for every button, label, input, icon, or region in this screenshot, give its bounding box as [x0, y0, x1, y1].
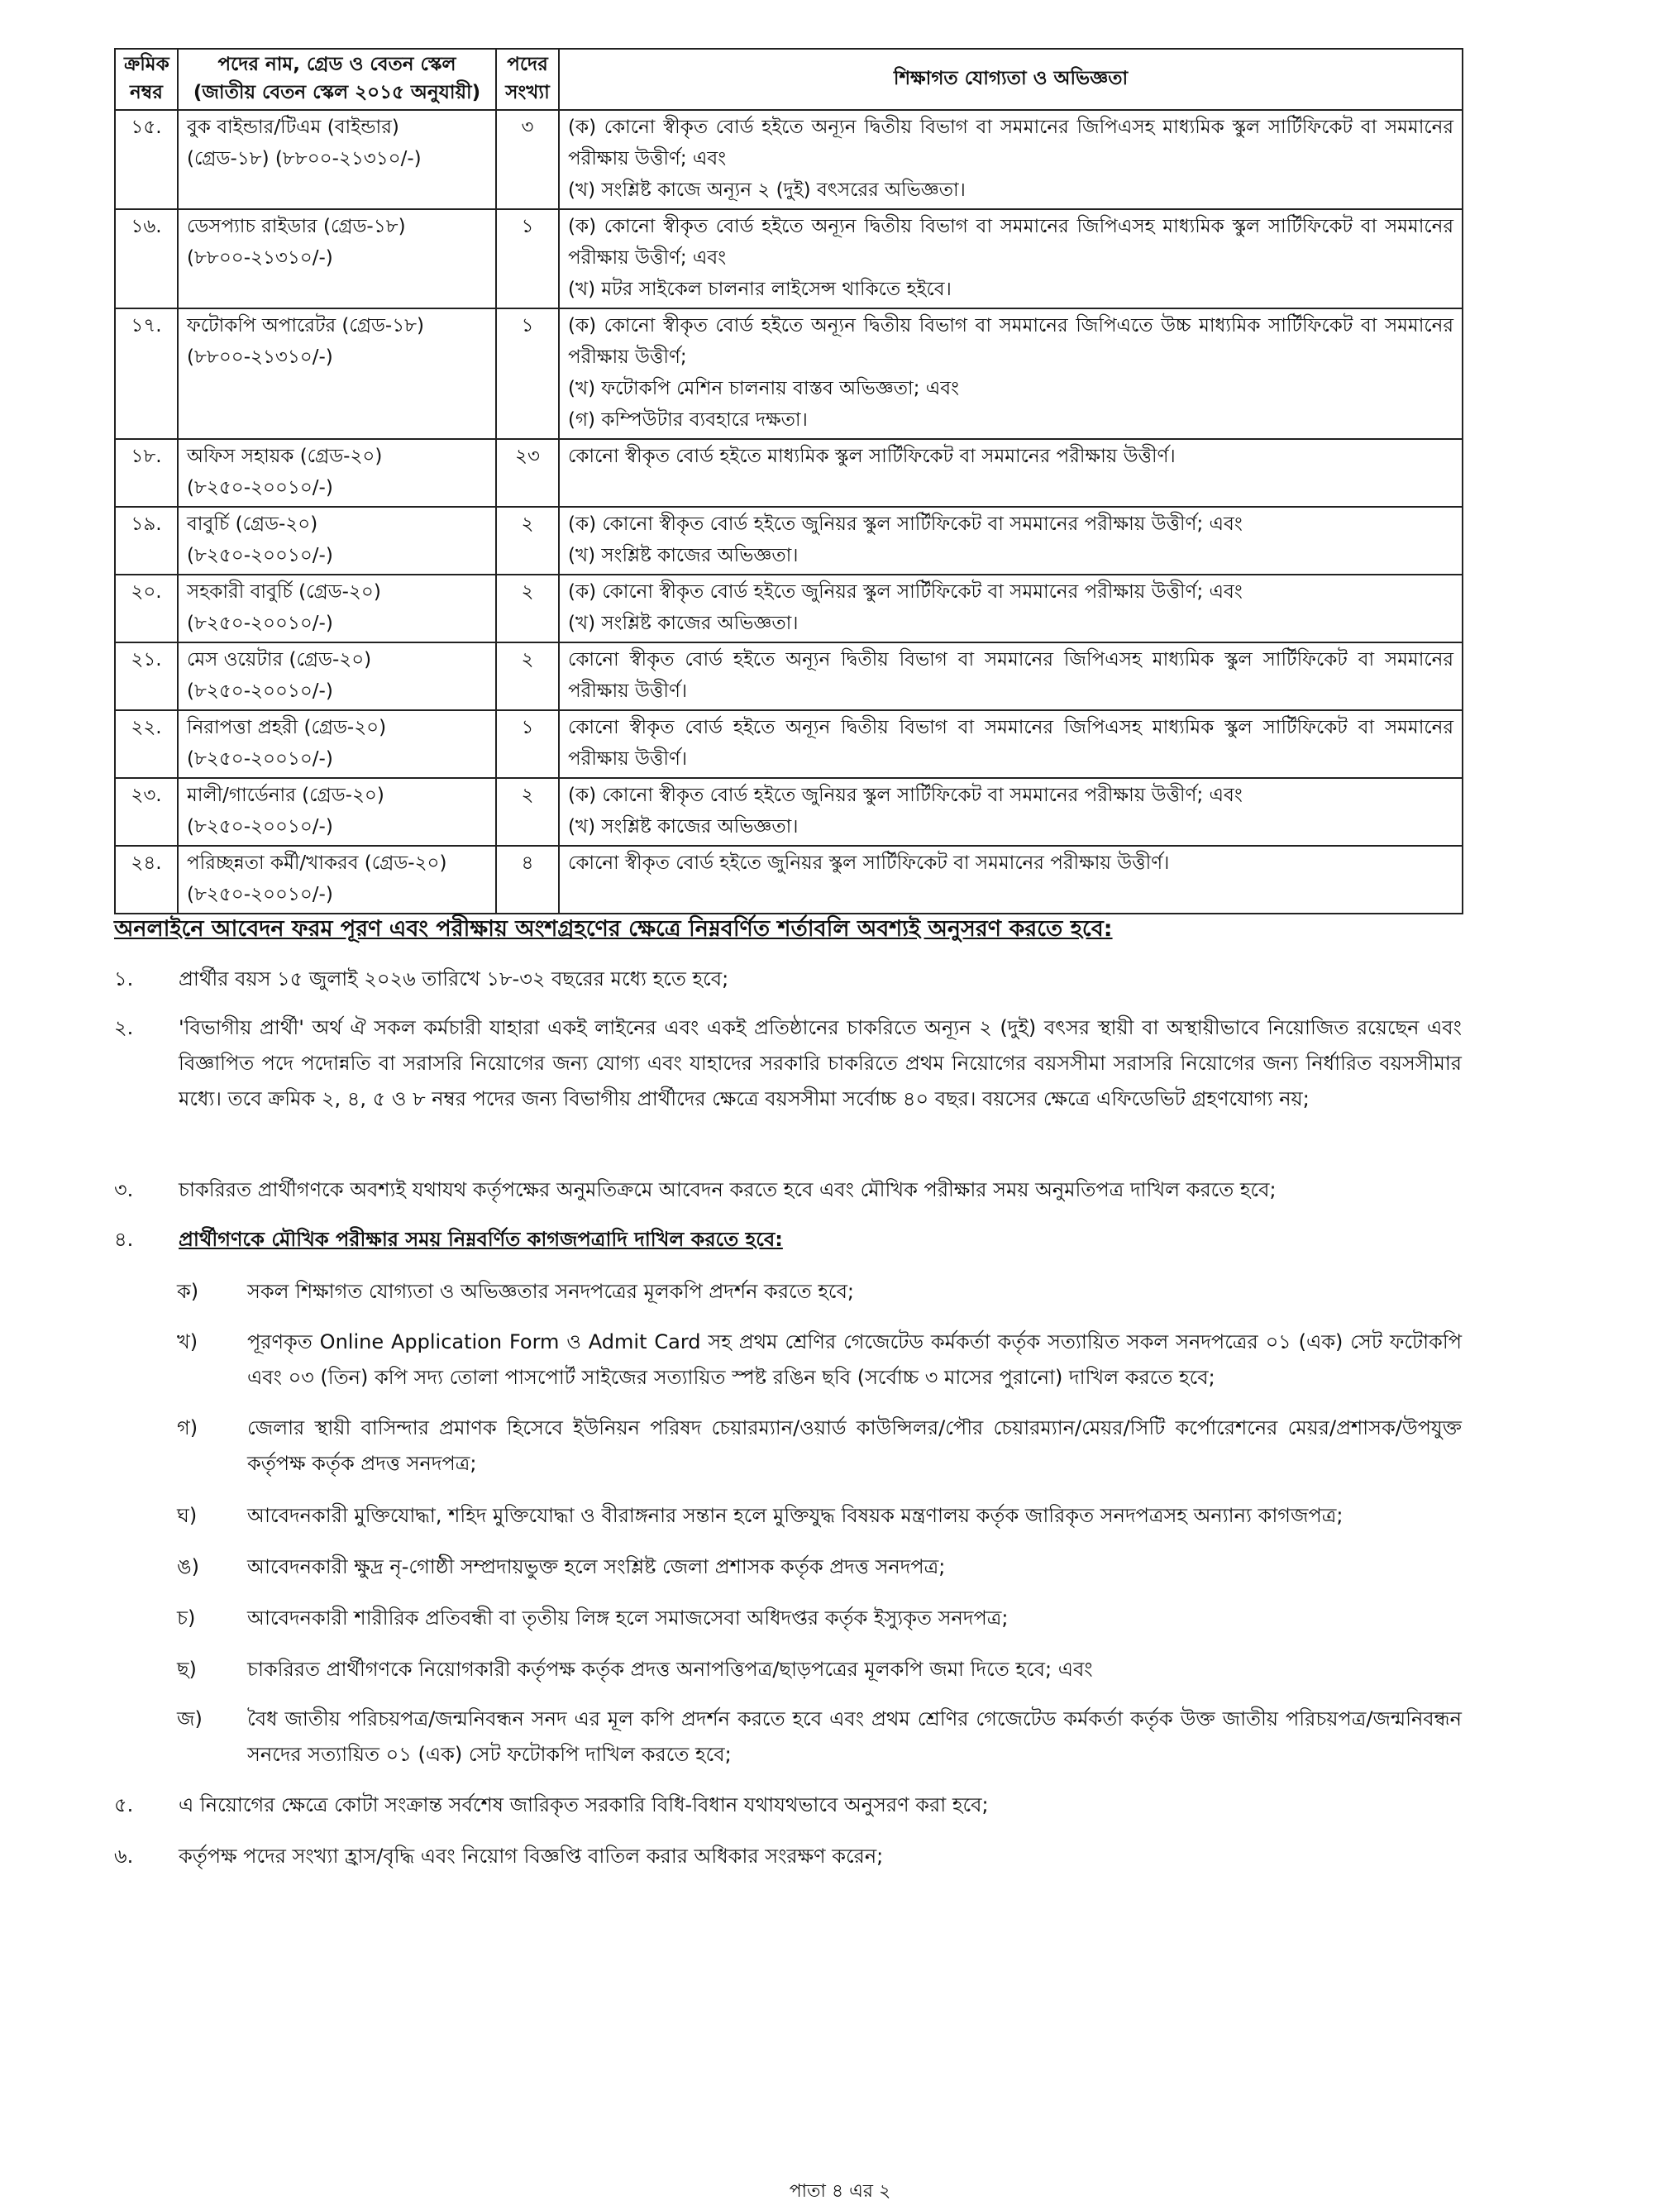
item-number: ২.	[114, 1016, 134, 1039]
post-line: (৮২৫০-২০০১০/-)	[187, 680, 333, 702]
sub-item-text: আবেদনকারী মুক্তিযোদ্ধা, শহিদ মুক্তিযোদ্ধা ও বীরাঙ্গনার সন্তান হলে মুক্তিযুদ্ধ বিষয়ক মন্ত্রণালয় কর্তৃক জারিকৃত সনদপত্রসহ অন্যান্য কাগজপত্র;	[247, 1504, 1344, 1527]
qualification-cell	[559, 575, 1463, 642]
qualification-line: (ক) কোনো স্বীকৃত বোর্ড হইতে জুনিয়র স্কুল সার্টিফিকেট বা সমমানের পরীক্ষায় উত্তীর্ণ; এবং	[568, 513, 1243, 535]
post-cell	[178, 110, 496, 209]
serial-cell: ২১.	[115, 642, 178, 710]
item-number: ৫.	[114, 1793, 134, 1816]
table-row	[115, 642, 1463, 710]
qualification-line: (খ) সংশ্লিষ্ট কাজের অভিজ্ঞতা।	[568, 816, 799, 838]
post-line: বাবুর্চি (গ্রেড-২০)	[187, 513, 318, 535]
post-line: বুক বাইন্ডার/টিএম (বাইন্ডার)	[187, 117, 399, 138]
qualification-line: (গ) কম্পিউটার ব্যবহারে দক্ষতা।	[568, 409, 808, 431]
qualification-cell	[559, 642, 1463, 710]
sub-item-text: সকল শিক্ষাগত যোগ্যতা ও অভিজ্ঞতার সনদপত্রের মূলকপি প্রদর্শন করতে হবে;	[247, 1280, 855, 1303]
post-line: (৮৮০০-২১৩১০/-)	[187, 346, 333, 368]
qualification-line: (ক) কোনো স্বীকৃত বোর্ড হইতে অন্যূন দ্বিতীয় বিভাগ বা সমমানের জিপিএসহ মাধ্যমিক স্কুল সার্টিফিকেট বা সমমানের পরীক্ষায় উত্তীর্ণ; এবং	[568, 216, 1453, 269]
sub-item-number: ছ)	[177, 1658, 197, 1681]
qualification-line: কোনো স্বীকৃত বোর্ড হইতে অন্যূন দ্বিতীয় বিভাগ বা সমমানের জিপিএসহ মাধ্যমিক স্কুল সার্টিফিকেট বা সমমানের পরীক্ষায় উত্তীর্ণ।	[568, 717, 1453, 770]
post-line: (৮২৫০-২০০১০/-)	[187, 816, 333, 838]
qualification-cell	[559, 308, 1463, 439]
table-row	[115, 209, 1463, 308]
sub-item-number: খ)	[177, 1330, 198, 1353]
sub-item-text: জেলার স্থায়ী বাসিন্দার প্রমাণক হিসেবে ইউনিয়ন পরিষদ চেয়ারম্যান/ওয়ার্ড কাউন্সিলর/পৌর চেয়ারম্যান/মেয়র/সিটি কর্পোরেশনের মেয়র/প্রশাসক/উপযুক্ত কর্তৃপক্ষ কর্তৃক প্রদত্ত সনদপত্র;	[247, 1416, 1462, 1475]
header-serial: ক্রমিক নম্বর	[115, 49, 178, 110]
count-cell: ২	[496, 778, 559, 846]
serial-cell: ২০.	[115, 575, 178, 642]
post-cell	[178, 778, 496, 846]
qualification-cell	[559, 110, 1463, 209]
item-text: এ নিয়োগের ক্ষেত্রে কোটা সংক্রান্ত সর্বশেষ জারিকৃত সরকারি বিধি-বিধান যথাযথভাবে অনুসরণ করা হবে;	[179, 1793, 989, 1816]
qualification-line: কোনো স্বীকৃত বোর্ড হইতে অন্যূন দ্বিতীয় বিভাগ বা সমমানের জিপিএসহ মাধ্যমিক স্কুল সার্টিফিকেট বা সমমানের পরীক্ষায় উত্তীর্ণ।	[568, 649, 1453, 702]
sub-item-number: জ)	[177, 1707, 203, 1730]
serial-cell: ১৬.	[115, 209, 178, 308]
post-line: (৮৮০০-২১৩১০/-)	[187, 247, 333, 269]
post-cell	[178, 846, 496, 914]
qualification-line: (খ) সংশ্লিষ্ট কাজে অন্যূন ২ (দুই) বৎসরের অভিজ্ঞতা।	[568, 179, 966, 201]
item-text: কর্তৃপক্ষ পদের সংখ্যা হ্রাস/বৃদ্ধি এবং নিয়োগ বিজ্ঞপ্তি বাতিল করার অধিকার সংরক্ষণ করেন;	[179, 1845, 884, 1868]
posts-table	[114, 48, 1463, 914]
post-line: মেস ওয়েটার (গ্রেড-২০)	[187, 649, 372, 671]
qualification-line: (খ) সংশ্লিষ্ট কাজের অভিজ্ঞতা।	[568, 545, 799, 566]
post-line: (৮২৫০-২০০১০/-)	[187, 613, 333, 634]
sub-item-number: গ)	[177, 1416, 198, 1439]
post-cell	[178, 642, 496, 710]
item-number: ১.	[114, 967, 134, 990]
item-text: প্রার্থীর বয়স ১৫ জুলাই ২০২৬ তারিখে ১৮-৩২ বছরের মধ্যে হতে হবে;	[179, 967, 729, 990]
count-cell: ২৩	[496, 439, 559, 507]
sub-item-text: চাকরিরত প্রার্থীগণকে নিয়োগকারী কর্তৃপক্ষ কর্তৃক প্রদত্ত অনাপত্তিপত্র/ছাড়পত্রের মূলকপি জমা দিতে হবে; এবং	[247, 1658, 1093, 1681]
serial-cell: ২৪.	[115, 846, 178, 914]
sub-item-number: ক)	[177, 1280, 199, 1303]
post-line: ফটোকপি অপারেটর (গ্রেড-১৮)	[187, 315, 425, 337]
sub-item-number: চ)	[177, 1606, 196, 1630]
qualification-line: (খ) সংশ্লিষ্ট কাজের অভিজ্ঞতা।	[568, 613, 799, 634]
post-cell	[178, 439, 496, 507]
count-cell: ৩	[496, 110, 559, 209]
post-line: (গ্রেড-১৮) (৮৮০০-২১৩১০/-)	[187, 148, 422, 169]
post-cell	[178, 308, 496, 439]
table-row	[115, 308, 1463, 439]
sub-item-number: ঘ)	[177, 1504, 198, 1527]
header-qualification: শিক্ষাগত যোগ্যতা ও অভিজ্ঞতা	[559, 49, 1463, 110]
conditions-heading: অনলাইনে আবেদন ফরম পূরণ এবং পরীক্ষায় অংশগ্রহণের ক্ষেত্রে নিম্নবর্ণিত শর্তাবলি অবশ্যই অনুসরণ করতে হবে:	[114, 916, 1113, 942]
table-row	[115, 710, 1463, 778]
qualification-line: (ক) কোনো স্বীকৃত বোর্ড হইতে জুনিয়র স্কুল সার্টিফিকেট বা সমমানের পরীক্ষায় উত্তীর্ণ; এবং	[568, 785, 1243, 806]
table-row	[115, 439, 1463, 507]
qualification-cell	[559, 846, 1463, 914]
serial-cell: ২৩.	[115, 778, 178, 846]
post-line: পরিচ্ছন্নতা কর্মী/খাকরব (গ্রেড-২০)	[187, 852, 447, 874]
qualification-line: কোনো স্বীকৃত বোর্ড হইতে মাধ্যমিক স্কুল সার্টিফিকেট বা সমমানের পরীক্ষায় উত্তীর্ণ।	[568, 446, 1176, 467]
item-text: 'বিভাগীয় প্রার্থী' অর্থ ঐ সকল কর্মচারী যাহারা একই লাইনের এবং একই প্রতিষ্ঠানের চাকরিতে অন্যূন ২ (দুই) বৎসর স্থায়ী বা অস্থায়ীভাবে নিয়োজিত রয়েছেন এবং বিজ্ঞাপিত পদে পদোন্নতি বা সরাসরি নিয়োগের জন্য যোগ্য এবং যাহাদের সরকারি চাকরিতে প্রথম নিয়োগের বয়সসীমা সরাসরি নিয়োগের জন্য নির্ধারিত বয়সসীমার মধ্যে। তবে ক্রমিক ২, ৪, ৫ ও ৮ নম্বর পদের জন্য বিভাগীয় প্রার্থীদের ক্ষেত্রে বয়সসীমা সর্বোচ্চ ৪০ বছর। বয়সের ক্ষেত্রে এফিডেভিট গ্রহণযোগ্য নয়;	[179, 1016, 1462, 1110]
header-post: পদের নাম, গ্রেড ও বেতন স্কেল (জাতীয় বেতন স্কেল ২০১৫ অনুযায়ী)	[178, 49, 496, 110]
qualification-cell	[559, 439, 1463, 507]
post-cell	[178, 507, 496, 575]
qualification-line: (ক) কোনো স্বীকৃত বোর্ড হইতে অন্যূন দ্বিতীয় বিভাগ বা সমমানের জিপিএসহ মাধ্যমিক স্কুল সার্টিফিকেট বা সমমানের পরীক্ষায় উত্তীর্ণ; এবং	[568, 117, 1453, 169]
qualification-line: (ক) কোনো স্বীকৃত বোর্ড হইতে জুনিয়র স্কুল সার্টিফিকেট বা সমমানের পরীক্ষায় উত্তীর্ণ; এবং	[568, 581, 1243, 603]
page-number: পাতা ৪ এর ২	[789, 2181, 891, 2202]
post-line: ডেসপ্যাচ রাইডার (গ্রেড-১৮)	[187, 216, 406, 237]
qualification-line: কোনো স্বীকৃত বোর্ড হইতে জুনিয়র স্কুল সার্টিফিকেট বা সমমানের পরীক্ষায় উত্তীর্ণ।	[568, 852, 1170, 874]
post-line: সহকারী বাবুর্চি (গ্রেড-২০)	[187, 581, 381, 603]
post-line: (৮২৫০-২০০১০/-)	[187, 545, 333, 566]
post-cell	[178, 710, 496, 778]
item-text: চাকরিরত প্রার্থীগণকে অবশ্যই যথাযথ কর্তৃপক্ষের অনুমতিক্রমে আবেদন করতে হবে এবং মৌখিক পরীক্ষার সময় অনুমতিপত্র দাখিল করতে হবে;	[179, 1178, 1277, 1201]
table-header-row	[115, 49, 1463, 110]
count-cell: ২	[496, 507, 559, 575]
post-line: অফিস সহায়ক (গ্রেড-২০)	[187, 446, 383, 467]
qualification-line: (খ) মটর সাইকেল চালনার লাইসেন্স থাকিতে হইবে।	[568, 279, 952, 300]
qualification-cell	[559, 710, 1463, 778]
post-line: মালী/গার্ডেনার (গ্রেড-২০)	[187, 785, 384, 806]
post-line: (৮২৫০-২০০১০/-)	[187, 477, 333, 499]
serial-cell: ১৯.	[115, 507, 178, 575]
qualification-line: (ক) কোনো স্বীকৃত বোর্ড হইতে অন্যূন দ্বিতীয় বিভাগ বা সমমানের জিপিএতে উচ্চ মাধ্যমিক সার্টিফিকেট বা সমমানের পরীক্ষায় উত্তীর্ণ;	[568, 315, 1453, 368]
table-row	[115, 575, 1463, 642]
serial-cell: ১৮.	[115, 439, 178, 507]
header-count: পদের সংখ্যা	[496, 49, 559, 110]
table-row	[115, 507, 1463, 575]
qualification-line: (খ) ফটোকপি মেশিন চালনায় বাস্তব অভিজ্ঞতা; এবং	[568, 378, 959, 399]
sub-item-text: বৈধ জাতীয় পরিচয়পত্র/জন্মনিবন্ধন সনদ এর মূল কপি প্রদর্শন করতে হবে এবং প্রথম শ্রেণির গেজেটেড কর্মকর্তা কর্তৃক উক্ত জাতীয় পরিচয়পত্র/জন্মনিবন্ধন সনদের সত্যায়িত ০১ (এক) সেট ফটোকপি দাখিল করতে হবে;	[247, 1707, 1462, 1766]
qualification-cell	[559, 507, 1463, 575]
count-cell: ৪	[496, 846, 559, 914]
table-row	[115, 778, 1463, 846]
sub-item-number: ঙ)	[177, 1555, 199, 1578]
sub-item-text: পূরণকৃত Online Application Form ও Admit Card সহ প্রথম শ্রেণির গেজেটেড কর্মকর্তা কর্তৃক সত্যায়িত সকল সনদপত্রের ০১ (এক) সেট ফটোকপি এবং ০৩ (তিন) কপি সদ্য তোলা পাসপোর্ট সাইজের সত্যায়িত স্পষ্ট রঙিন ছবি (সর্বোচ্চ ৩ মাসের পুরানো) দাখিল করতে হবে;	[247, 1330, 1462, 1389]
qualification-cell	[559, 209, 1463, 308]
item-number: ৬.	[114, 1845, 134, 1868]
serial-cell: ১৭.	[115, 308, 178, 439]
qualification-cell	[559, 778, 1463, 846]
count-cell: ১	[496, 308, 559, 439]
count-cell: ১	[496, 710, 559, 778]
table-row	[115, 110, 1463, 209]
table-row	[115, 846, 1463, 914]
item-number: ৩.	[114, 1178, 134, 1201]
post-line: (৮২৫০-২০০১০/-)	[187, 884, 333, 905]
sub-item-text: আবেদনকারী ক্ষুদ্র নৃ-গোষ্ঠী সম্প্রদায়ভুক্ত হলে সংশ্লিষ্ট জেলা প্রশাসক কর্তৃক প্রদত্ত সনদপত্র;	[247, 1555, 946, 1578]
sub-item-text: আবেদনকারী শারীরিক প্রতিবন্ধী বা তৃতীয় লিঙ্গ হলে সমাজসেবা অধিদপ্তর কর্তৃক ইস্যুকৃত সনদপত্র;	[247, 1606, 1009, 1630]
serial-cell: ১৫.	[115, 110, 178, 209]
post-line: নিরাপত্তা প্রহরী (গ্রেড-২০)	[187, 717, 387, 738]
post-line: (৮২৫০-২০০১০/-)	[187, 748, 333, 770]
post-cell	[178, 575, 496, 642]
item-text: প্রার্থীগণকে মৌখিক পরীক্ষার সময় নিম্নবর্ণিত কাগজপত্রাদি দাখিল করতে হবে:	[179, 1228, 783, 1251]
count-cell: ২	[496, 575, 559, 642]
count-cell: ২	[496, 642, 559, 710]
count-cell: ১	[496, 209, 559, 308]
serial-cell: ২২.	[115, 710, 178, 778]
post-cell	[178, 209, 496, 308]
item-number: ৪.	[114, 1228, 134, 1251]
